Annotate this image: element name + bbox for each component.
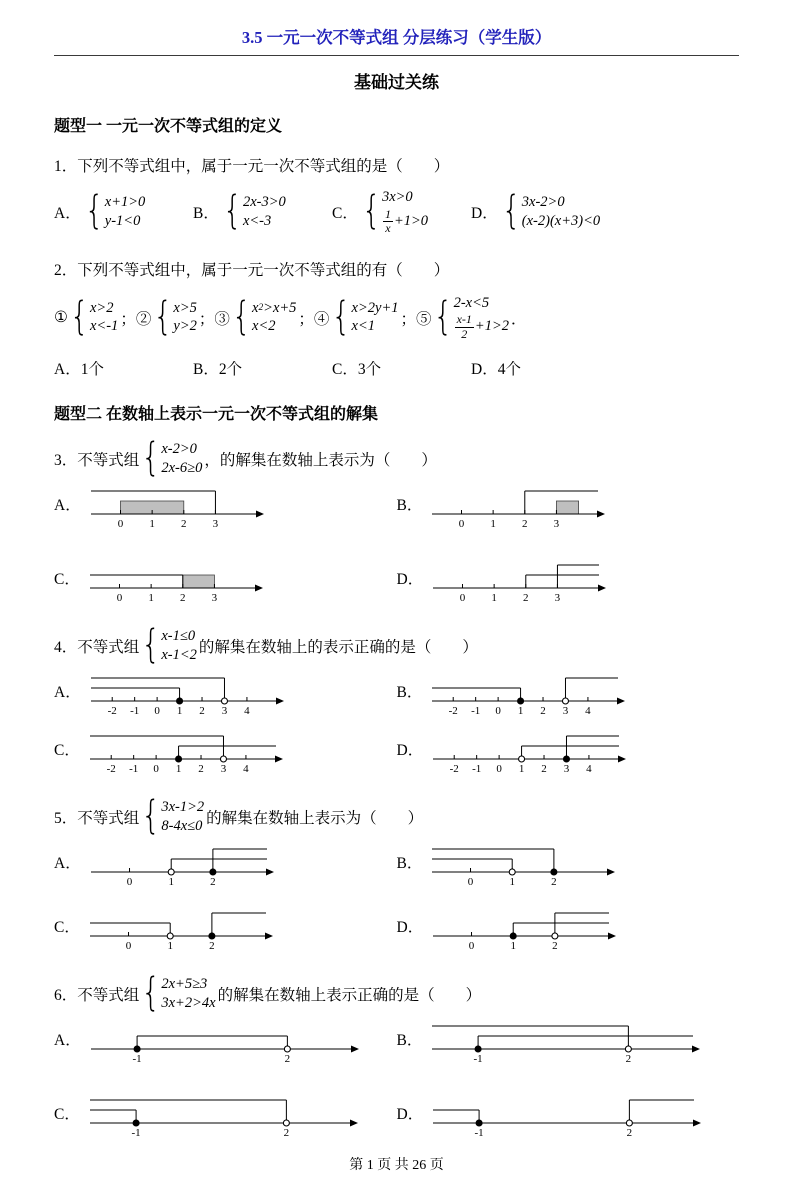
q6-diagram-d-numberline bbox=[432, 1086, 702, 1140]
question-5-diagrams bbox=[54, 835, 739, 953]
svg-text:2: 2 bbox=[541, 763, 547, 776]
svg-text:-1: -1 bbox=[471, 705, 481, 718]
svg-text:2: 2 bbox=[209, 876, 216, 889]
q5-diagram-a-numberline bbox=[90, 835, 275, 889]
svg-text:2: 2 bbox=[540, 705, 547, 718]
svg-text:0: 0 bbox=[459, 592, 466, 605]
svg-text:2: 2 bbox=[522, 518, 528, 531]
q4-diagram-c-numberline bbox=[89, 722, 284, 776]
svg-text:1: 1 bbox=[518, 705, 524, 718]
svg-text:1: 1 bbox=[519, 763, 525, 776]
svg-text:-2: -2 bbox=[449, 763, 459, 776]
question-4-stem: 4．不等式组 { x-1≤0 x-1<2 的解集在数轴上的表示正确的是（ ） bbox=[54, 622, 478, 669]
q1-option-c-label: C． bbox=[332, 205, 358, 223]
q5-diagram-a-label: A． bbox=[54, 855, 81, 873]
q3-diagram-c-numberline bbox=[89, 551, 264, 605]
q1-option-a-label: A． bbox=[54, 205, 81, 223]
q4-diagram-b-label: B． bbox=[396, 684, 423, 702]
svg-text:0: 0 bbox=[495, 705, 502, 718]
q6-diagram-b-label: B． bbox=[396, 1032, 423, 1050]
q6-diagram-c-numberline bbox=[89, 1086, 359, 1140]
q6-diagram-a-numberline bbox=[90, 1012, 360, 1066]
q3-diagram-b bbox=[397, 477, 740, 531]
svg-text:2: 2 bbox=[523, 592, 529, 605]
svg-text:0: 0 bbox=[116, 592, 123, 605]
svg-text:2: 2 bbox=[284, 1053, 290, 1066]
svg-text:1: 1 bbox=[176, 705, 183, 718]
q6-diagram-d bbox=[397, 1086, 740, 1140]
q1-option-d-label: D． bbox=[471, 205, 498, 223]
question-1-options bbox=[54, 189, 739, 236]
q6-diagram-d-label: D． bbox=[396, 1106, 424, 1124]
q3-diagram-a bbox=[54, 477, 397, 531]
svg-text:-1: -1 bbox=[131, 1127, 141, 1140]
svg-text:4: 4 bbox=[586, 763, 592, 776]
page-number: 第 1 页 共 26 页 bbox=[349, 1158, 444, 1174]
q2-answer-a: A．1个 bbox=[54, 361, 104, 379]
section-header: 基础过关练 bbox=[354, 73, 439, 92]
q4-diagram-a bbox=[54, 664, 397, 718]
q6-diagram-c-label: C． bbox=[54, 1106, 80, 1124]
q3-diagram-d bbox=[397, 551, 740, 605]
svg-text:0: 0 bbox=[468, 876, 474, 889]
svg-text:-1: -1 bbox=[472, 763, 482, 776]
svg-text:-2: -2 bbox=[448, 705, 459, 718]
q2-answer-c: C．3个 bbox=[332, 361, 382, 379]
q4-diagram-c bbox=[54, 722, 397, 776]
question-3-diagrams bbox=[54, 477, 739, 605]
q5-diagram-c-numberline bbox=[89, 899, 274, 953]
question-1-stem: 1．下列不等式组中，属于一元一次不等式组的是（ ） bbox=[54, 158, 450, 175]
svg-text:4: 4 bbox=[585, 705, 592, 718]
q5-diagram-c bbox=[54, 899, 397, 953]
svg-text:0: 0 bbox=[459, 518, 465, 531]
svg-text:2: 2 bbox=[198, 705, 205, 718]
svg-text:3: 3 bbox=[221, 705, 227, 718]
q1-option-b bbox=[193, 188, 332, 235]
q1-option-c-system: { 3x>0 $\frac{1}{x}$ +1>0 bbox=[361, 188, 429, 236]
q4-diagram-b-numberline bbox=[431, 664, 626, 718]
topic-2-heading: 题型二 在数轴上表示一元一次不等式组的解集 bbox=[54, 406, 379, 424]
q3-diagram-d-label: D． bbox=[396, 571, 424, 589]
q3-diagram-d-numberline bbox=[432, 551, 607, 605]
svg-text:2: 2 bbox=[179, 592, 186, 605]
svg-text:2: 2 bbox=[180, 518, 187, 531]
q5-diagram-b bbox=[397, 835, 740, 889]
q1-option-d bbox=[471, 188, 602, 235]
q1-option-a bbox=[54, 188, 193, 235]
q1-option-b-system: { 2x-3>0 x<-3 bbox=[222, 188, 286, 235]
svg-text:2: 2 bbox=[552, 940, 558, 953]
svg-text:1: 1 bbox=[490, 518, 497, 531]
svg-text:3: 3 bbox=[563, 763, 570, 776]
q5-diagram-d bbox=[397, 899, 740, 953]
svg-text:-1: -1 bbox=[474, 1127, 484, 1140]
q4-diagram-d-label: D． bbox=[396, 742, 424, 760]
svg-text:0: 0 bbox=[125, 940, 132, 953]
svg-text:1: 1 bbox=[168, 876, 174, 889]
question-5-stem: 5．不等式组 { 3x-1>2 8-4x≤0 的解集在数轴上表示为（ ） bbox=[54, 793, 424, 840]
svg-text:3: 3 bbox=[563, 705, 569, 718]
svg-text:-1: -1 bbox=[132, 1053, 142, 1066]
q5-diagram-a bbox=[54, 835, 397, 889]
svg-text:1: 1 bbox=[509, 876, 516, 889]
document-title: 3.5 一元一次不等式组 分层练习（学生版） bbox=[241, 28, 552, 47]
svg-text:3: 3 bbox=[554, 592, 561, 605]
q1-option-c bbox=[332, 189, 471, 236]
svg-text:0: 0 bbox=[117, 518, 123, 531]
q4-diagram-a-label: A． bbox=[54, 684, 81, 702]
svg-text:-2: -2 bbox=[106, 763, 116, 776]
title-divider bbox=[54, 55, 739, 56]
q5-diagram-d-label: D． bbox=[396, 919, 424, 937]
q6-diagram-a-label: A． bbox=[54, 1032, 81, 1050]
svg-text:1: 1 bbox=[510, 940, 517, 953]
svg-text:2: 2 bbox=[283, 1127, 289, 1140]
question-6-diagrams bbox=[54, 1012, 739, 1140]
svg-text:3: 3 bbox=[212, 518, 218, 531]
q3-diagram-b-label: B． bbox=[396, 497, 423, 515]
question-2-answers bbox=[54, 357, 739, 379]
svg-text:4: 4 bbox=[243, 705, 250, 718]
svg-text:0: 0 bbox=[153, 763, 159, 776]
svg-text:1: 1 bbox=[149, 518, 155, 531]
topic-1-heading: 题型一 一元一次不等式组的定义 bbox=[54, 118, 283, 135]
svg-text:-1: -1 bbox=[473, 1053, 484, 1066]
q4-diagram-d-numberline bbox=[432, 722, 627, 776]
question-4-diagrams bbox=[54, 664, 739, 776]
svg-text:0: 0 bbox=[154, 705, 160, 718]
svg-text:4: 4 bbox=[243, 763, 249, 776]
svg-text:3: 3 bbox=[220, 763, 227, 776]
q3-diagram-a-label: A． bbox=[54, 497, 81, 515]
svg-text:1: 1 bbox=[167, 940, 173, 953]
svg-text:1: 1 bbox=[491, 592, 498, 605]
svg-text:2: 2 bbox=[626, 1127, 633, 1140]
q3-diagram-c bbox=[54, 551, 397, 605]
svg-text:0: 0 bbox=[496, 763, 503, 776]
page-footer bbox=[54, 1154, 739, 1180]
q5-diagram-b-label: B． bbox=[396, 855, 423, 873]
q1-option-d-system: { 3x-2>0 (x-2)(x+3)<0 bbox=[501, 188, 601, 235]
svg-text:3: 3 bbox=[211, 592, 218, 605]
svg-text:2: 2 bbox=[625, 1053, 632, 1066]
question-6-stem: 6．不等式组 { 2x+5≥3 3x+2>4x 的解集在数轴上表示正确的是（ ） bbox=[54, 970, 482, 1017]
svg-text:1: 1 bbox=[148, 592, 154, 605]
svg-text:-1: -1 bbox=[129, 705, 139, 718]
q1-option-b-label: B． bbox=[193, 205, 219, 223]
q1-option-a-system: { x+1>0 y-1<0 bbox=[84, 188, 146, 235]
svg-text:2: 2 bbox=[551, 876, 557, 889]
question-3-stem: 3．不等式组 { x-2>0 2x-6≥0 ，的解集在数轴上表示为（ ） bbox=[54, 435, 437, 482]
question-2-stem: 2．下列不等式组中，属于一元一次不等式组的有（ ） bbox=[54, 261, 450, 279]
q4-diagram-c-label: C． bbox=[54, 742, 80, 760]
q4-diagram-b bbox=[397, 664, 740, 718]
svg-text:0: 0 bbox=[468, 940, 475, 953]
svg-text:-1: -1 bbox=[128, 763, 139, 776]
q6-diagram-b bbox=[397, 1012, 740, 1066]
q6-diagram-a bbox=[54, 1012, 397, 1066]
svg-text:2: 2 bbox=[198, 763, 204, 776]
q5-diagram-d-numberline bbox=[432, 899, 617, 953]
q4-diagram-a-numberline bbox=[90, 664, 285, 718]
svg-text:0: 0 bbox=[126, 876, 132, 889]
q5-diagram-c-label: C． bbox=[54, 919, 80, 937]
q4-diagram-d bbox=[397, 722, 740, 776]
svg-text:3: 3 bbox=[554, 518, 560, 531]
q2-answer-d: D．4个 bbox=[471, 361, 521, 379]
q6-diagram-c bbox=[54, 1086, 397, 1140]
question-2-systems: ① { x>2 x<-1 ；② { x>5 y>2 ；③ { x 2 >x+5 x<2 ；④ { x>2y+1 x<1 ；⑤ { 2-x<5 $\frac{x-1}{2}$ +1>2 ． bbox=[54, 294, 527, 341]
q3-diagram-b-numberline bbox=[431, 477, 606, 531]
svg-text:1: 1 bbox=[175, 763, 182, 776]
q3-diagram-a-numberline bbox=[90, 477, 265, 531]
q6-diagram-b-numberline bbox=[431, 1012, 701, 1066]
svg-text:-2: -2 bbox=[107, 705, 117, 718]
q3-diagram-c-label: C． bbox=[54, 571, 80, 589]
svg-text:2: 2 bbox=[208, 940, 215, 953]
q5-diagram-b-numberline bbox=[431, 835, 616, 889]
q2-answer-b: B．2个 bbox=[193, 361, 243, 379]
